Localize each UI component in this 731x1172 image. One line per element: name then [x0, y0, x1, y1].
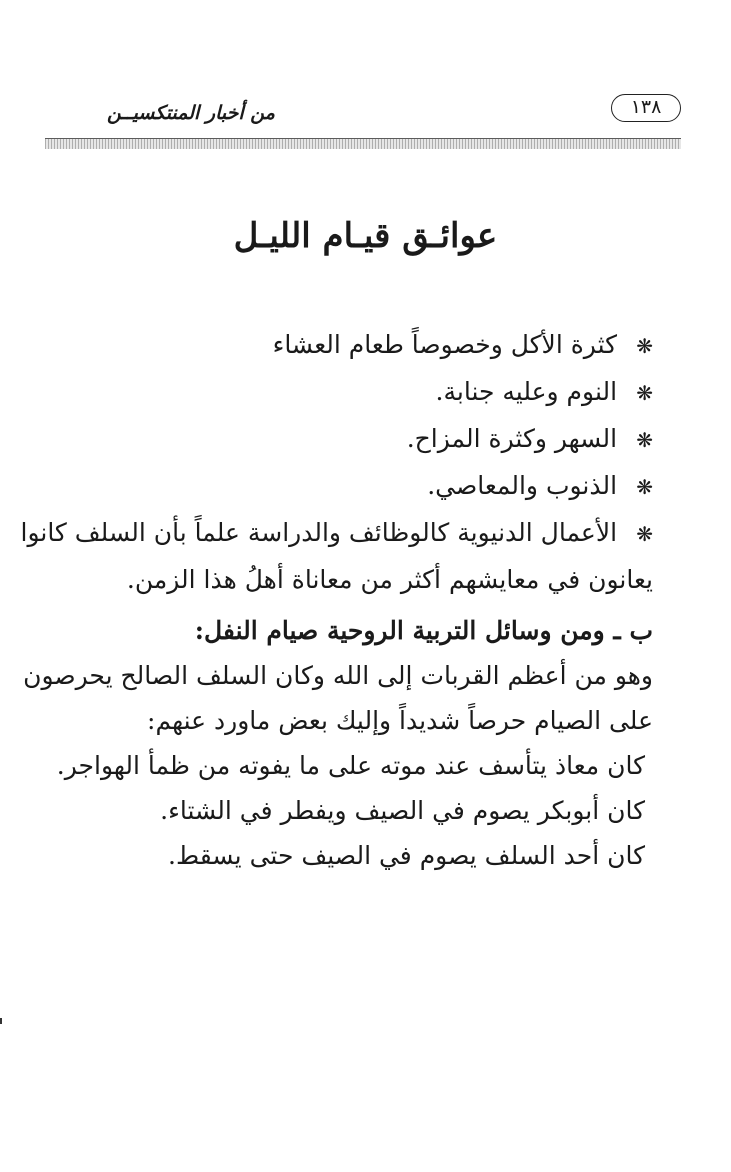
page-header [45, 92, 681, 132]
subheading: ب ـ ومن وسائل التربية الروحية صيام النفل: [194, 616, 653, 645]
bullet-item: ❋ الذنوب والمعاصي. [53, 463, 653, 510]
running-title: من أخبار المنتكسيــن [107, 102, 275, 124]
bullet-item: ❋ السهر وكثرة المزاح. [53, 416, 653, 463]
bullet-icon: ❋ [636, 428, 653, 452]
bullet-icon: ❋ [636, 334, 653, 358]
bullet-icon: ❋ [636, 522, 653, 546]
example-line: كان أبوبكر يصوم في الصيف ويفطر في الشتاء. [160, 796, 645, 825]
bullet-item: ❋ كثرة الأكل وخصوصاً طعام العشاء [53, 322, 653, 369]
bullet-item: ❋ النوم وعليه جنابة. [53, 369, 653, 416]
margin-mark [0, 1018, 2, 1024]
body-text [20, 322, 653, 878]
section-heading: عوائـق قيـام الليـل [233, 216, 498, 256]
bullet-item: ❋ الأعمال الدنيوية كالوظائف والدراسة علماً بأن السلف كانوا [53, 510, 653, 557]
paragraph-line: على الصيام حرصاً شديداً وإليك بعض ماورد عنهم: [147, 706, 653, 735]
header-rule [45, 138, 681, 149]
paragraph-line: وهو من أعظم القربات إلى الله وكان السلف الصالح يحرصون [23, 661, 653, 690]
page-number: ١٣٨ [611, 94, 681, 122]
example-line: كان أحد السلف يصوم في الصيف حتى يسقط. [168, 841, 645, 870]
bullet-continuation: يعانون في معايشهم أكثر من معاناة أهلُ هذا الزمن. [126, 565, 653, 594]
bullet-icon: ❋ [636, 381, 653, 405]
bullet-icon: ❋ [636, 475, 653, 499]
example-line: كان معاذ يتأسف عند موته على ما يفوته من ظمأ الهواجر. [56, 751, 645, 780]
